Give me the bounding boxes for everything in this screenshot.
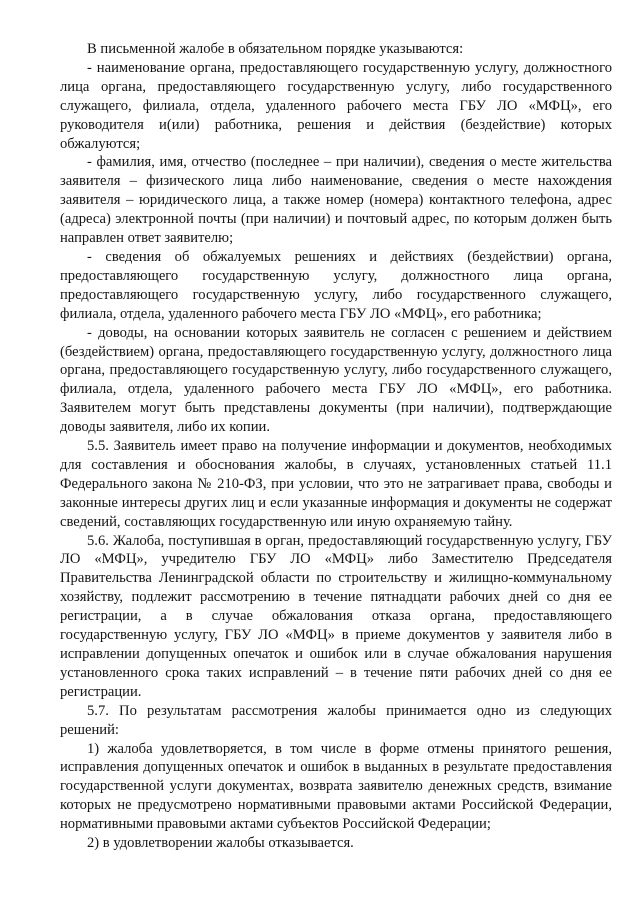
clause-5-6: 5.6. Жалоба, поступившая в орган, предоставляющий государственную услугу, ГБУ ЛО «МФЦ», учредителю ГБУ ЛО «МФЦ» либо Заместителю Председателя Правительства Ленинградской области по строительству и жилищно-коммунальному хозяйству, подлежит рассмотрению в течение пятнадцати рабочих дней со дня ее регистрации, а в случае обжалования отказа органа, предоставляющего государственную услугу, ГБУ ЛО «МФЦ» в приеме документов у заявителя либо в исправлении допущенных опечаток и ошибок или в случае обжалования нарушения установленного срока таких исправлений – в течение пяти рабочих дней со дня ее регистрации. [60, 532, 612, 700]
complaint-item-arguments: - доводы, на основании которых заявитель не согласен с решением и действием (бездействием) органа, предоставляющего государственную услугу, должностного лица органа, предоставляющего государственную услугу, либо государственного служащего, филиала, отдела, удаленного рабочего места ГБУ ЛО «МФЦ», его работника. Заявителем могут быть представлены документы (при наличии), подтверждающие доводы заявителя, либо их копии. [60, 324, 612, 436]
complaint-item-decisions: - сведения об обжалуемых решениях и действиях (бездействии) органа, предоставляющего государственную услугу, должностного лица органа, предоставляющего государственную услугу, либо государственного служащего, филиала, отдела, удаленного рабочего места ГБУ ЛО «МФЦ», его работника; [60, 248, 612, 322]
decision-option-1: 1) жалоба удовлетворяется, в том числе в форме отмены принятого решения, исправления допущенных опечаток и ошибок в выданных в результате предоставления государственной услуги документах, возврата заявителю денежных средств, взимание которых не предусмотрено нормативными правовыми актами Российской Федерации, нормативными правовыми актами субъектов Российской Федерации; [60, 740, 612, 833]
complaint-item-applicant: - фамилия, имя, отчество (последнее – при наличии), сведения о месте жительства заявителя – физического лица либо наименование, сведения о месте нахождения заявителя – юридического лица, а также номер (номера) контактного телефона, адрес (адреса) электронной почты (при наличии) и почтовый адрес, по которым должен быть направлен ответ заявителю; [60, 154, 612, 247]
clause-5-7: 5.7. По результатам рассмотрения жалобы принимается одно из следующих решений: [60, 702, 612, 738]
clause-5-5: 5.5. Заявитель имеет право на получение информации и документов, необходимых для составления и обоснования жалобы, в случаях, установленных статьей 11.1 Федерального закона № 210-ФЗ, при условии, что это не затрагивает права, свободы и законные интересы других лиц и если указанные информация и документы не содержат сведений, составляющих государственную или иную охраняемую тайну. [60, 438, 612, 530]
decision-option-2: 2) в удовлетворении жалобы отказывается. [87, 835, 354, 852]
complaint-item-authority: - наименование органа, предоставляющего государственную услугу, должностного лица органа, предоставляющего государственную услугу, либо государственного служащего, филиала, отдела, удаленного рабочего места ГБУ ЛО «МФЦ», его руководителя и(или) работника, решения и действия (бездействие) которых обжалуются; [60, 59, 612, 152]
complaint-contents-intro: В письменной жалобе в обязательном порядке указываются: [87, 41, 464, 57]
document-page [60, 40, 612, 853]
